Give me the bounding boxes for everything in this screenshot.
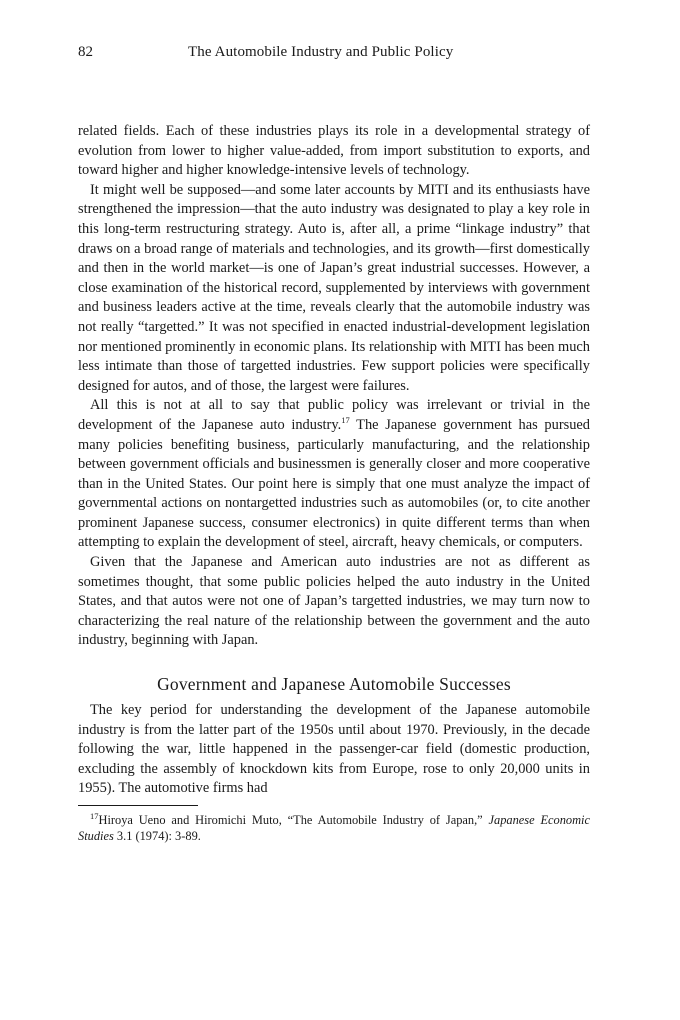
footnote-citation: 3.1 (1974): 3-89.: [113, 829, 201, 843]
page-number: 82: [78, 44, 93, 60]
footnote-number: 17: [90, 810, 99, 821]
footnote-journal: Japanese Economic Studies: [78, 813, 590, 843]
page-body: [78, 122, 590, 844]
footnote-divider: [78, 805, 198, 806]
running-header: [78, 41, 612, 63]
paragraph-transition: Given that the Japanese and American auto industries are not as different as sometimes thought, that some public policies helped the auto industry in the United States, and that autos were not one of Japan’s targetted industries, we may turn now to characterizing the real nature of the relationship between the government and the auto industry, beginning with Japan.: [78, 554, 590, 649]
section-heading: Government and Japanese Automobile Successes: [157, 674, 511, 695]
footnote: [78, 812, 590, 844]
paragraph-key-period: The key period for understanding the development of the Japanese automobile industry is from the latter part of the 1950s until about 1970. Previously, in the decade following the war, little happened in the passenger-car field (domestic production, excluding the assembly of knockdown kits from Europe, rose to only 20,000 units in 1955). The automotive firms had: [78, 702, 590, 797]
paragraph-public-policy: [78, 396, 590, 553]
running-title: The Automobile Industry and Public Policy: [188, 44, 454, 60]
footnote-reference: 17: [341, 415, 350, 426]
paragraph-text: All this is not at all to say that public policy was irrelevant or trivial in the development of the Japanese auto industry.: [78, 397, 590, 433]
paragraph-continued: related fields. Each of these industries plays its role in a developmental strategy of evolution from lower to higher value-added, from import substitution to exports, and toward higher and higher knowledge-intensive levels of technology.: [78, 123, 590, 179]
footnote-text: Hiroya Ueno and Hiromichi Muto, “The Automobile Industry of Japan,”: [98, 813, 489, 827]
paragraph-targeting: It might well be supposed—and some later accounts by MITI and its enthusiasts have strengthened the impression—that the auto industry was designated to play a key role in this long-term restructuring strategy. Auto is, after all, a prime “linkage industry” that draws on a broad range of materials and technologies, and its growth—first domestically and then in the world market—is one of Japan’s great industrial successes. However, a close examination of the historical record, supplemented by interviews with government and business leaders active at the time, reveals clearly that the automobile industry was not really “targetted.” It was not specified in enacted industrial-development legislation nor mentioned prominently in economic plans. Its relationship with MITI has been much less intimate than those of targetted industries. Few support policies were specifically designed for autos, and of those, the largest were failures.: [78, 181, 590, 394]
paragraph-text: The Japanese government has pursued many policies benefiting business, particularly manufacturing, and the relationship between government officials and businessmen is generally closer and more cooperative than in the United States. Our point here is simply that one must analyze the impact of governmental actions on nontargetted industries such as automobiles (or, to cite another prominent Japanese success, consumer electronics) in quite different terms than when attempting to explain the development of steel, aircraft, heavy chemicals, or computers.: [78, 416, 590, 551]
